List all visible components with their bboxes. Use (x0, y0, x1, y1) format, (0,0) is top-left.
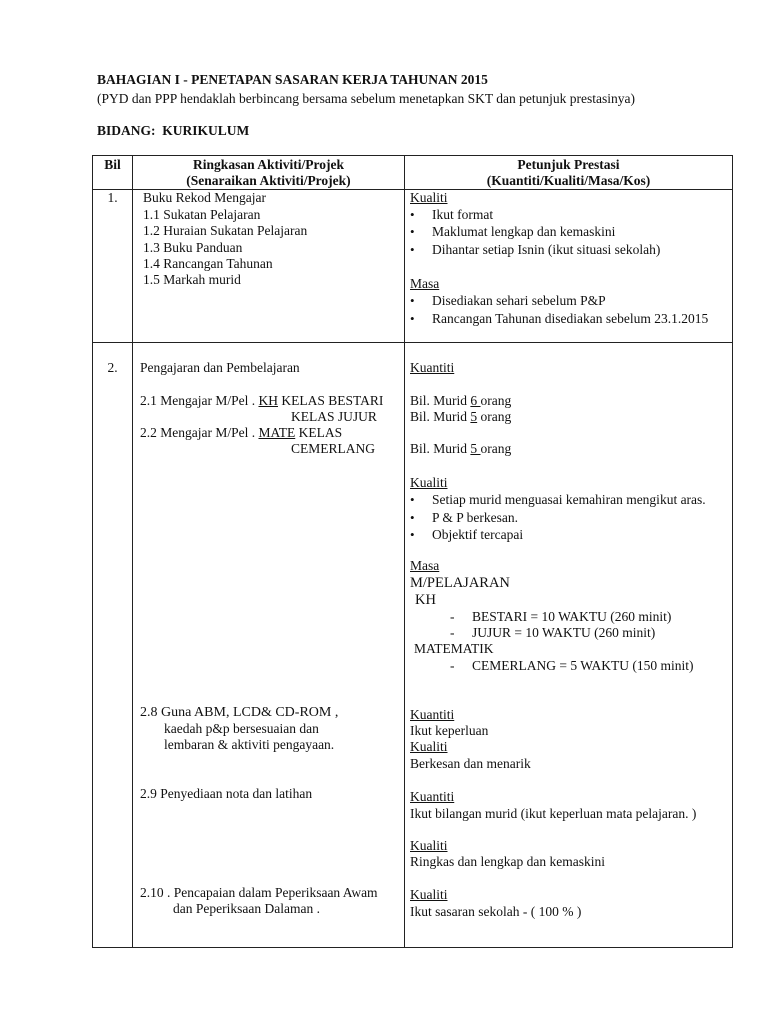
masa-bestari: BESTARI = 10 WAKTU (260 minit) (472, 609, 672, 624)
document-subtitle: (PYD dan PPP hendaklah berbincang bersama sebelum menetapkan SKT dan petunjuk prestasinya) (97, 91, 635, 106)
masa-jujur: JUJUR = 10 WAKTU (260 minit) (472, 625, 656, 640)
row2-title: Pengajaran dan Pembelajaran (140, 360, 300, 375)
row2-item-2-2-class2: CEMERLANG (291, 441, 375, 456)
item-2-9-kualiti-label: Kualiti (410, 838, 448, 853)
murid-number: 5 (470, 409, 478, 424)
row1-masa-bullet: • Disediakan sehari sebelum P&P (432, 293, 606, 309)
murid-label: Bil. Murid (410, 441, 471, 456)
item-2-8-kuantiti: Ikut keperluan (410, 723, 489, 738)
row1-masa-bullet: • Rancangan Tahunan disediakan sebelum 23.1.2015 (432, 311, 708, 327)
header-aktiviti-note: (Senaraikan Aktiviti/Projek) (186, 173, 351, 188)
table-col-divider-1 (132, 155, 133, 948)
row1-kualiti-bullet: • Maklumat lengkap dan kemaskini (432, 224, 615, 240)
row2-kualiti-bullet: • P & P berkesan. (432, 510, 518, 526)
item-2-1-prefix: 2.1 Mengajar M/Pel . (140, 393, 259, 408)
row1-item: 1.3 Buku Panduan (143, 240, 243, 255)
item-2-2-subject: MATE (258, 425, 296, 440)
masa-mpelajaran: M/PELAJARAN (410, 575, 510, 591)
masa-dash: - (450, 625, 455, 640)
table-border-right (732, 155, 733, 948)
row2-masa-label: Masa (410, 558, 440, 573)
row2-kualiti-label: Kualiti (410, 475, 448, 490)
row2-kualiti-bullet: • Setiap murid menguasai kemahiran mengikut aras. (432, 492, 706, 508)
row1-kualiti-bullet: • Dihantar setiap Isnin (ikut situasi sekolah) (432, 242, 660, 258)
item-2-10-kualiti-label: Kualiti (410, 887, 448, 902)
row2-murid-count (410, 409, 511, 425)
table-row-divider (92, 342, 733, 343)
row2-kualiti-bullet: • Objektif tercapai (432, 527, 523, 543)
row1-masa-label: Masa (410, 276, 440, 291)
row2-item-2-9: 2.9 Penyediaan nota dan latihan (140, 786, 313, 801)
bidang-value: KURIKULUM (162, 123, 250, 138)
masa-kh: KH (415, 592, 436, 608)
item-2-8-kualiti-label: Kualiti (410, 739, 448, 754)
table-border-left (92, 155, 93, 948)
murid-label: Bil. Murid (410, 393, 471, 408)
row2-item-2-1 (140, 393, 383, 409)
item-2-8-kualiti: Berkesan dan menarik (410, 756, 531, 771)
row2-item-2-10-line2: dan Peperiksaan Dalaman . (173, 901, 320, 916)
row1-kualiti-bullet: • Ikut format (432, 207, 493, 223)
row2-murid-count (410, 393, 511, 409)
item-2-9-kuantiti: Ikut bilangan murid (ikut keperluan mata pelajaran. ) (410, 806, 697, 821)
row1-kualiti-label: Kualiti (410, 190, 448, 205)
masa-dash: - (450, 609, 455, 624)
masa-dash: - (450, 658, 455, 673)
masa-cemerlang: CEMERLANG = 5 WAKTU (150 minit) (472, 658, 694, 673)
header-bil: Bil (104, 157, 121, 172)
row1-title: Buku Rekod Mengajar (143, 190, 266, 205)
header-aktiviti: Ringkasan Aktiviti/Projek (193, 157, 344, 172)
murid-number: 6 (470, 393, 481, 408)
table-border-bottom (92, 947, 733, 948)
murid-unit: orang (477, 409, 512, 424)
row2-item-2-10: 2.10 . Pencapaian dalam Peperiksaan Awam (140, 885, 378, 900)
item-2-10-kualiti: Ikut sasaran sekolah - ( 100 % ) (410, 904, 582, 919)
murid-number: 5 (470, 441, 481, 456)
bidang-line: BIDANG: KURIKULUM (97, 123, 250, 138)
row2-bil: 2. (107, 360, 118, 375)
row2-item-2-2 (140, 425, 342, 441)
document-title: BAHAGIAN I - PENETAPAN SASARAN KERJA TAHUNAN 2015 (97, 72, 488, 87)
item-2-1-subject: KH (258, 393, 278, 408)
item-2-2-class: KELAS (295, 425, 343, 440)
row1-bil: 1. (107, 190, 118, 205)
row1-item: 1.5 Markah murid (143, 272, 241, 287)
row2-item-2-8-line2: kaedah p&p bersesuaian dan (164, 721, 319, 736)
row2-item-2-1-class2: KELAS JUJUR (291, 409, 377, 424)
masa-matematik: MATEMATIK (414, 641, 494, 656)
header-petunjuk: Petunjuk Prestasi (517, 157, 620, 172)
murid-unit: orang (480, 393, 512, 408)
table-col-divider-2 (404, 155, 405, 948)
table-border-top (92, 155, 733, 156)
bidang-label: BIDANG (97, 123, 152, 138)
row1-item: 1.4 Rancangan Tahunan (143, 256, 273, 271)
item-2-9-kualiti: Ringkas dan lengkap dan kemaskini (410, 854, 605, 869)
item-2-9-kuantiti-label: Kuantiti (410, 789, 455, 804)
murid-label: Bil. Murid (410, 409, 471, 424)
row2-murid-count (410, 441, 511, 457)
row2-item-2-8-line3: lembaran & aktiviti pengayaan. (164, 737, 335, 752)
item-2-1-class: KELAS BESTARI (277, 393, 384, 408)
item-2-2-prefix: 2.2 Mengajar M/Pel . (140, 425, 259, 440)
item-2-8-kuantiti-label: Kuantiti (410, 707, 455, 722)
row1-item: 1.2 Huraian Sukatan Pelajaran (143, 223, 308, 238)
row1-item: 1.1 Sukatan Pelajaran (143, 207, 261, 222)
row2-item-2-8: 2.8 Guna ABM, LCD& CD-ROM , (140, 705, 339, 720)
header-petunjuk-note: (Kuantiti/Kualiti/Masa/Kos) (486, 173, 651, 188)
row2-kuantiti-label: Kuantiti (410, 360, 455, 375)
murid-unit: orang (480, 441, 512, 456)
